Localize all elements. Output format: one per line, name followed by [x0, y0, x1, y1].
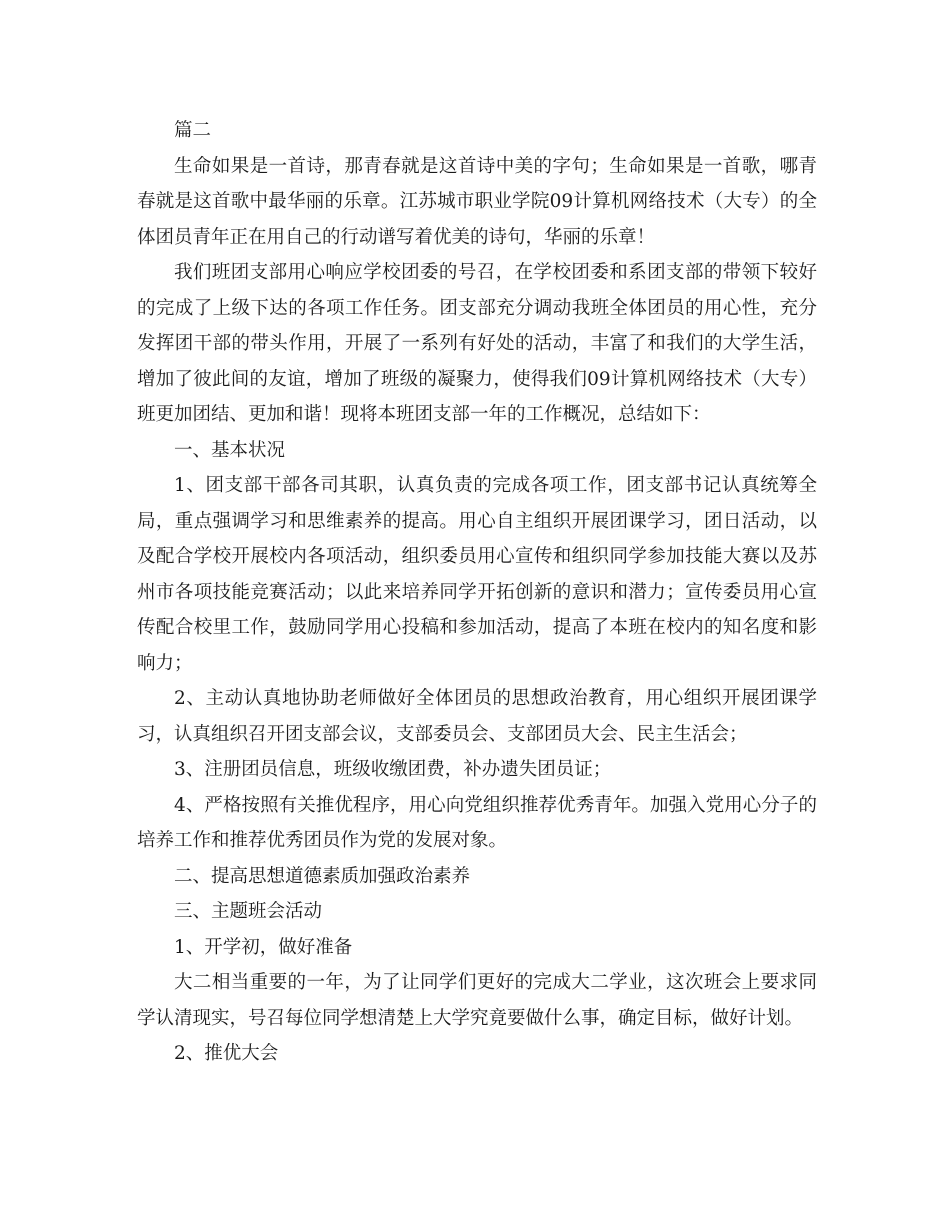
paragraph: 大二相当重要的一年，为了让同学们更好的完成大二学业，这次班会上要求同学认清现实，号召每位同学想清楚上大学究竟要做什么事，确定目标，做好计划。: [137, 972, 817, 1029]
paragraph: 生命如果是一首诗，那青春就是这首诗中美的字句；生命如果是一首歌，哪青春就是这首歌中最华丽的乐章。江苏城市职业学院09计算机网络技术（大专）的全体团员青年正在用自己的行动谱写着优美的诗句，华丽的乐章！: [137, 155, 817, 248]
document-body: [137, 113, 817, 1072]
section-heading: 二、提高思想道德素质加强政治素养: [174, 865, 471, 887]
paragraph: 1、团支部干部各司其职，认真负责的完成各项工作，团支部书记认真统筹全局，重点强调学习和思维素养的提高。用心自主组织开展团课学习，团日活动，以及配合学校开展校内各项活动，组织委员用心宣传和组织同学参加技能大赛以及苏州市各项技能竞赛活动；以此来培养同学开拓创新的意识和潜力；宣传委员用心宣传配合校里工作，鼓励同学用心投稿和参加活动，提高了本班在校内的知名度和影响力；: [137, 475, 817, 674]
paragraph: 2、主动认真地协助老师做好全体团员的思想政治教育，用心组织开展团课学习，认真组织召开团支部会议，支部委员会、支部团员大会、民主生活会；: [137, 688, 817, 745]
section-heading: 篇二: [174, 120, 212, 141]
paragraph: 3、注册团员信息，班级收缴团费，补办遗失团员证；: [174, 759, 612, 780]
section-heading: 一、基本状况: [174, 439, 286, 461]
subsection-heading: 1、开学初，做好准备: [174, 936, 353, 958]
section-heading: 三、主题班会活动: [174, 901, 323, 922]
subsection-heading: 2、推优大会: [174, 1043, 279, 1064]
paragraph: 我们班团支部用心响应学校团委的号召，在学校团委和系团支部的带领下较好的完成了上级下达的各项工作任务。团支部充分调动我班全体团员的用心性，充分发挥团干部的带头作用，开展了一系列有好处的活动，丰富了和我们的大学生活，增加了彼此间的友谊，增加了班级的凝聚力，使得我们09计算机网络技术（大专）班更加团结、更加和谐！现将本班团支部一年的工作概况，总结如下：: [137, 262, 817, 425]
paragraph: 4、严格按照有关推优程序，用心向党组织推荐优秀青年。加强入党用心分子的培养工作和推荐优秀团员作为党的发展对象。: [137, 794, 817, 851]
